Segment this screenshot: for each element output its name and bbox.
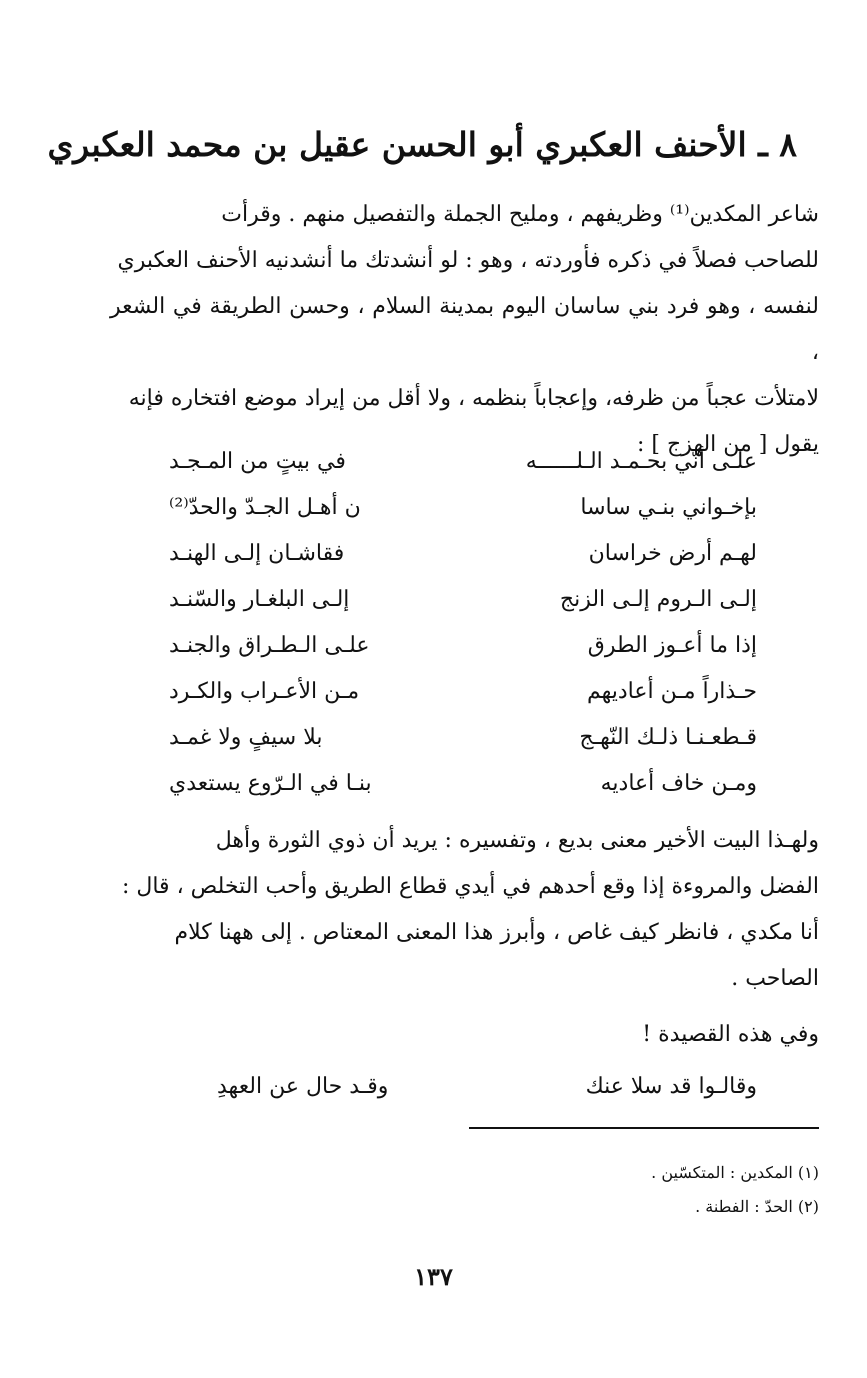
verse-first-hemistich: إلـى الـروم إلـى الزنج: [559, 586, 757, 612]
verse-first-hemistich: بإخـواني بنـي ساسا: [580, 494, 757, 520]
verse-first-hemistich: حـذاراً مـن أعاديهم: [586, 678, 757, 704]
intro-line: يقول [ من الهزج ] :: [637, 432, 819, 457]
poem-verse: [169, 438, 757, 484]
qasida-intro: وفي هذه القصيدة !: [642, 1022, 819, 1047]
verse-second-hemistich: وقـد حال عن العهدِ: [217, 1073, 389, 1099]
poem-verse: [169, 668, 757, 714]
page-number: ١٣٧: [414, 1262, 453, 1291]
poem: [169, 438, 757, 806]
intro-line: لامتلأت عجباً من ظرفه، وإعجاباً بنظمه ، ولا أقل من إيراد موضع افتخاره فإنه: [128, 386, 819, 411]
verse-second-hemistich: علـى الـطـراق والجنـد: [169, 632, 370, 658]
intro-line: للصاحب فصلاً في ذكره فأوردته ، وهو : لو أنشدتك ما أنشدنيه الأحنف العكبري: [117, 248, 819, 273]
poem-verse: [169, 530, 757, 576]
last-verse: [217, 1063, 757, 1109]
verse-second-hemistich: إلـى البلغـار والسّنـد: [169, 586, 350, 612]
poem-verse: [169, 484, 757, 530]
intro-line: لنفسه ، وهو فرد بني ساسان اليوم بمدينة السلام ، وحسن الطريقة في الشعر ،: [110, 294, 819, 365]
verse-first-hemistich: قـطعـنـا ذلـك النّهـج: [579, 724, 757, 750]
explanation-line: الصاحب .: [731, 966, 819, 991]
section-heading: ٨ ـ الأحنف العكبري أبو الحسن عقيل بن محمد العكبري: [47, 125, 797, 164]
explanation-line: ولهـذا البيت الأخير معنى بديع ، وتفسيره : يريد أن ذوي الثورة وأهل: [215, 828, 819, 853]
poem-verse: [169, 714, 757, 760]
footnotes: [651, 1156, 819, 1224]
explanation-line: أنا مكدي ، فانظر كيف غاص ، وأبرز هذا المعنى المعتاص . إلى ههنا كلام: [174, 920, 819, 945]
verse-first-hemistich: ومـن خاف أعاديه: [600, 770, 757, 796]
verse-second-hemistich: مـن الأعـراب والكـرد: [169, 678, 360, 704]
verse-first-hemistich: لهـم أرض خراسان: [588, 540, 757, 566]
intro-line: شاعر المكدين⁽¹⁾ وظريفهم ، ومليح الجملة والتفصيل منهم . وقرأت: [221, 202, 819, 227]
explanation-line: الفضل والمروءة إذا وقع أحدهم في أيدي قطاع الطريق وأحب التخلص ، قال :: [121, 874, 819, 899]
explanation-paragraph: [110, 818, 819, 1002]
poem-verse: [169, 622, 757, 668]
verse-first-hemistich: وقالـوا قد سلا عنك: [585, 1073, 757, 1099]
verse-second-hemistich: في بيتٍ من المـجـد: [169, 448, 346, 474]
poem-verse: [217, 1063, 757, 1109]
footnote: (٢) الحدّ : الفطنة .: [695, 1197, 819, 1216]
footnote: (١) المكدين : المتكسّين .: [651, 1163, 819, 1182]
verse-second-hemistich: فقاشـان إلـى الهنـد: [169, 540, 345, 566]
verse-first-hemistich: علـى أنّي بحـمـد الـلــــــه: [525, 448, 757, 474]
verse-second-hemistich: بنـا في الـرّوع يستعدي: [169, 770, 372, 796]
footnote-separator: [469, 1127, 819, 1129]
intro-paragraph: [110, 192, 819, 468]
poem-verse: [169, 760, 757, 806]
verse-second-hemistich: بلا سيفٍ ولا غمـد: [169, 724, 323, 750]
verse-second-hemistich: ن أهـل الجـدّ والحدّ⁽²⁾: [169, 494, 361, 520]
verse-first-hemistich: إذا ما أعـوز الطرق: [587, 632, 757, 658]
poem-verse: [169, 576, 757, 622]
